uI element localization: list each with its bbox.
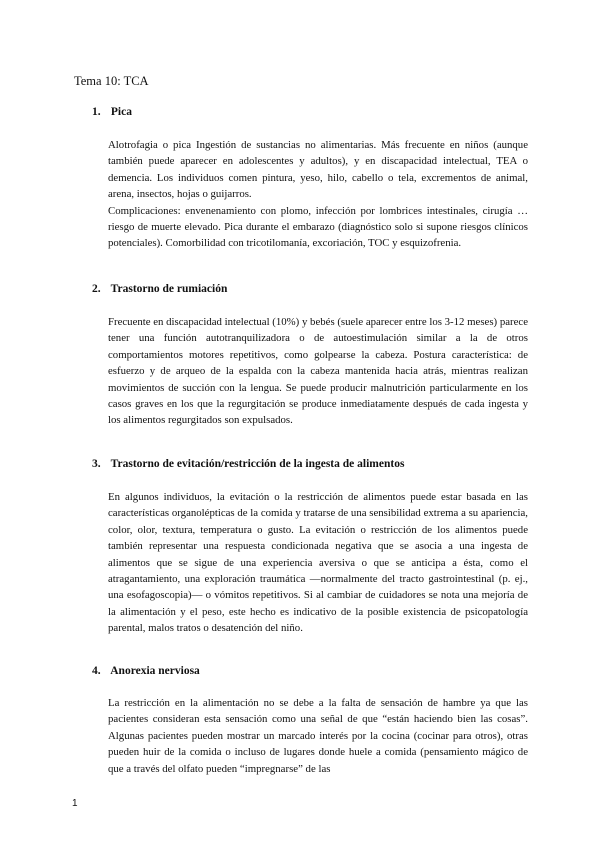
paragraph: La restricción en la alimentación no se debe a la falta de sensación de hambre ya que las pacientes consideran esta sensación como una señal de que “están haciendo bien las cosas”. Algunas pacientes pueden mostrar un marcado interés por la cocina (cocinar para otros), otras pueden huir de la comida o incluso de lugares donde huele a comida (pensamiento mágico de que a través del olfato pueden “impregnarse” de las (108, 697, 528, 775)
section-body-rumiacion (108, 314, 528, 429)
section-number: 2. (92, 283, 101, 295)
paragraph: Frecuente en discapacidad intelectual (10%) y bebés (suele aparecer entre los 3-12 meses) parece tener una función autotranquilizadora o de autoestimulación similar a la de otros comportamientos motores repetitivos, como golpearse la cabeza. Postura característica: de esfuerzo y de arqueo de la espalda con la cabeza mantenida hacia atrás, mientras realizan movimientos de succión con la lengua. Se puede producir malnutrición particularmente en los casos graves en los que la regurgitación se produce inmediatamente después de cada ingesta y los alimentos regurgitados son expulsados. (108, 316, 528, 427)
section-title: Pica (110, 106, 132, 118)
section-title: Trastorno de evitación/restricción de la ingesta de alimentos (110, 458, 405, 470)
paragraph: Alotrofagia o pica Ingestión de sustancias no alimentarias. Más frecuente en niños (aunque también puede aparecer en adolescentes y adultos), y en discapacidad intelectual, TEA o demencia. Los individuos comen pintura, yeso, hilo, cabello o tela, excrementos de animal, arena, insectos, hojas o guijarros. (108, 139, 528, 201)
section-body-evitacion (108, 489, 528, 637)
section-heading-anorexia (92, 665, 200, 677)
paragraph: Complicaciones: envenenamiento con plomo, infección por lombrices intestinales, cirugía … riesgo de muerte elevado. Pica durante el embarazo (diagnóstico solo si supone riesgos clínicos potenciales). Comorbilidad con tricotilomanía, excoriación, TOC y esquizofrenia. (108, 204, 528, 250)
section-heading-rumiacion (92, 283, 227, 295)
section-number: 1. (92, 106, 101, 118)
section-body-anorexia (108, 695, 528, 777)
document-title: Tema 10: TCA (74, 74, 149, 88)
section-body-pica (108, 137, 528, 252)
section-number: 3. (92, 458, 101, 470)
section-title: Trastorno de rumiación (110, 283, 228, 295)
section-number: 4. (92, 665, 101, 677)
page-number: 1 (72, 798, 78, 809)
section-heading-evitacion (92, 458, 404, 470)
section-heading-pica (92, 106, 132, 118)
paragraph: En algunos individuos, la evitación o la restricción de alimentos puede estar basada en las características organolépticas de la comida y tratarse de una sensibilidad extrema a su apariencia, color, olor, textura, temperatura o gusto. La evitación o restricción de los alimentos puede también representar una respuesta condicionada negativa que se asocia a una ingesta de alimentos que se sigue de una experiencia aversiva o que se anticipa a ésta, como el atragantamiento, una exploración traumática —normalmente del tracto gastrointestinal (p. ej., una esofagoscopia)— o vómitos repetitivos. Si al cambiar de cuidadores se nota una mejoría de la alimentación y el peso, este hecho es indicativo de la posible existencia de psicopatología parental, malos tratos o desatención del niño. (108, 491, 528, 635)
section-title: Anorexia nerviosa (110, 665, 200, 677)
